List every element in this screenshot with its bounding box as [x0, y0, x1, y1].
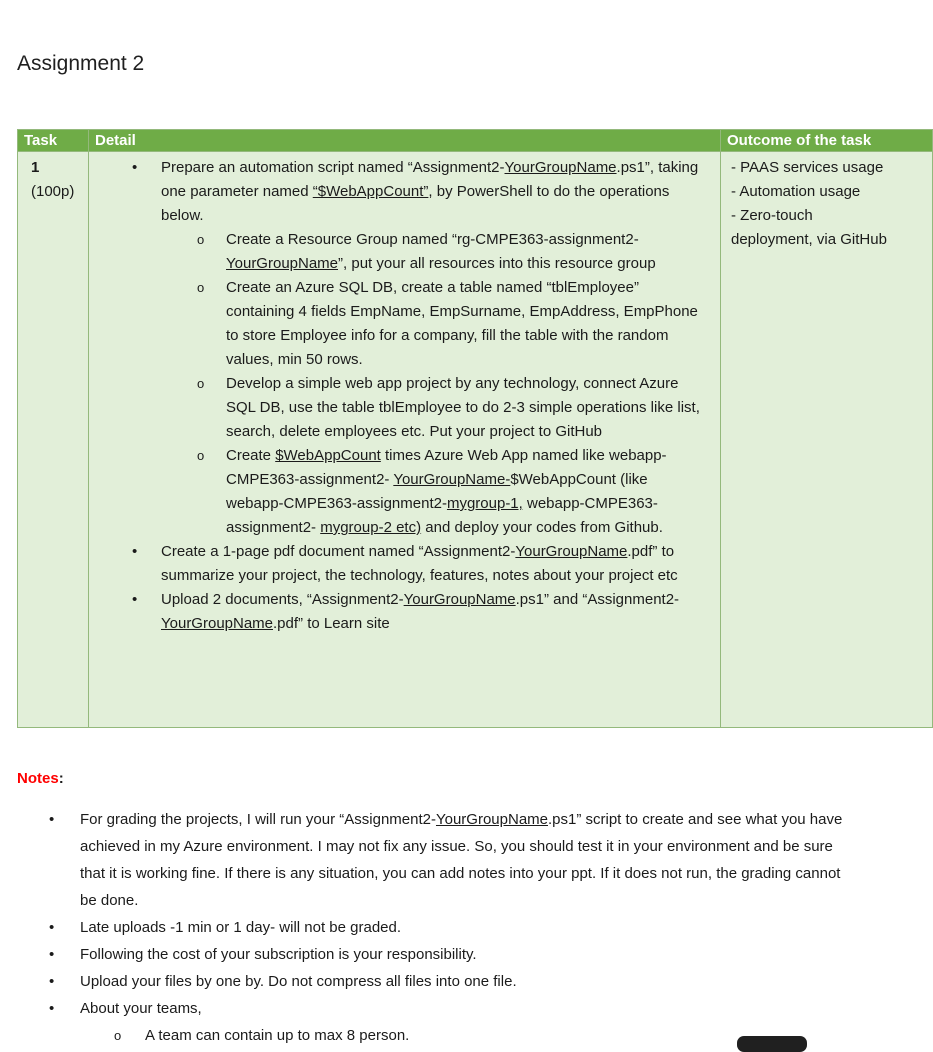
outcome-line: deployment, via GitHub — [731, 231, 887, 248]
sub-list-item — [89, 444, 705, 540]
note-sub-item-text: A team can contain up to max 8 person. — [145, 1027, 410, 1044]
note-item — [17, 941, 933, 968]
assignment-table — [17, 129, 933, 728]
notes-label: Notes — [17, 770, 59, 787]
circle-marker: o — [114, 1028, 122, 1043]
bullet-marker: • — [132, 591, 138, 608]
detail-cell — [89, 152, 721, 728]
bullet-marker: • — [49, 811, 55, 828]
column-header-detail: Detail — [89, 130, 721, 152]
list-item — [89, 540, 705, 588]
note-item — [17, 806, 933, 914]
sub-list-item-text: Develop a simple web app project by any technology, connect Azure SQL DB, use the table tblEmployee to do 2-3 simple operations like list, search, delete employees etc. Put your project to GitHub — [226, 375, 700, 440]
bullet-marker: • — [49, 973, 55, 990]
sub-list-item — [89, 276, 705, 372]
sub-list-item — [89, 228, 705, 276]
page-title: Assignment 2 — [17, 52, 145, 75]
outcome-cell — [721, 152, 933, 728]
clipped-dark-overlay — [737, 1036, 807, 1052]
list-item-text: Prepare an automation script named “Assignment2-YourGroupName.ps1”, taking one parameter named “$WebAppCount”, by PowerShell to do the operations below. — [161, 159, 699, 224]
list-item-text: Create a 1-page pdf document named “Assignment2-YourGroupName.pdf” to summarize your project, the technology, features, notes about your project etc — [161, 543, 678, 584]
sub-list-item-text: Create $WebAppCount times Azure Web App named like webapp-CMPE363-assignment2- YourGroupName-$WebAppCount (like webapp-CMPE363-assignment2-mygroup-1, webapp-CMPE363-assignment2- mygroup-2 etc) and deploy your codes from Github. — [226, 447, 667, 536]
sub-list-item-text: Create a Resource Group named “rg-CMPE363-assignment2-YourGroupName”, put your all resources into this resource group — [226, 231, 656, 272]
column-header-task: Task — [18, 130, 89, 152]
bullet-marker: • — [49, 1000, 55, 1017]
note-item-text: Following the cost of your subscription is your responsibility. — [80, 946, 477, 963]
note-item — [17, 995, 933, 1022]
task-number: 1 — [31, 159, 40, 176]
circle-marker: o — [197, 280, 205, 295]
note-item-text: For grading the projects, I will run your “Assignment2-YourGroupName.ps1” script to create and see what you have achieved in my Azure environment. I may not fix any issue. So, you should test it in your environment and be sure that it is working fine. If there is any situation, you can add notes into your ppt. If it does not run, the grading cannot be done. — [80, 811, 843, 909]
list-item — [89, 588, 705, 636]
bullet-marker: • — [132, 159, 138, 176]
outcome-line: - PAAS services usage — [731, 159, 884, 176]
notes-heading — [17, 765, 933, 792]
circle-marker: o — [197, 232, 205, 247]
table-row — [18, 152, 933, 728]
circle-marker: o — [197, 448, 205, 463]
note-item — [17, 968, 933, 995]
list-item — [89, 156, 705, 228]
table-header-row — [18, 130, 933, 152]
notes-colon: : — [58, 770, 64, 787]
sub-list-item — [89, 372, 705, 444]
note-item-text: Upload your files by one by. Do not compress all files into one file. — [80, 973, 517, 990]
column-header-outcome: Outcome of the task — [721, 130, 933, 152]
circle-marker: o — [197, 376, 205, 391]
sub-list-item-text: Create an Azure SQL DB, create a table named “tblEmployee” containing 4 fields EmpName, EmpSurname, EmpAddress, EmpPhone to store Employee info for a company, fill the table with the random values, min 50 rows. — [226, 279, 698, 368]
task-cell — [18, 152, 89, 728]
notes-section — [17, 765, 933, 1049]
bullet-marker: • — [49, 919, 55, 936]
note-item-text: Late uploads -1 min or 1 day- will not be graded. — [80, 919, 402, 936]
outcome-line: - Zero-touch — [731, 207, 813, 224]
outcome-line: - Automation usage — [731, 183, 861, 200]
task-points: (100p) — [31, 183, 75, 200]
note-item — [17, 914, 933, 941]
bullet-marker: • — [49, 946, 55, 963]
bullet-marker: • — [132, 543, 138, 560]
note-item-text: About your teams, — [80, 1000, 202, 1017]
list-item-text: Upload 2 documents, “Assignment2-YourGroupName.ps1” and “Assignment2-YourGroupName.pdf” to Learn site — [161, 591, 680, 632]
